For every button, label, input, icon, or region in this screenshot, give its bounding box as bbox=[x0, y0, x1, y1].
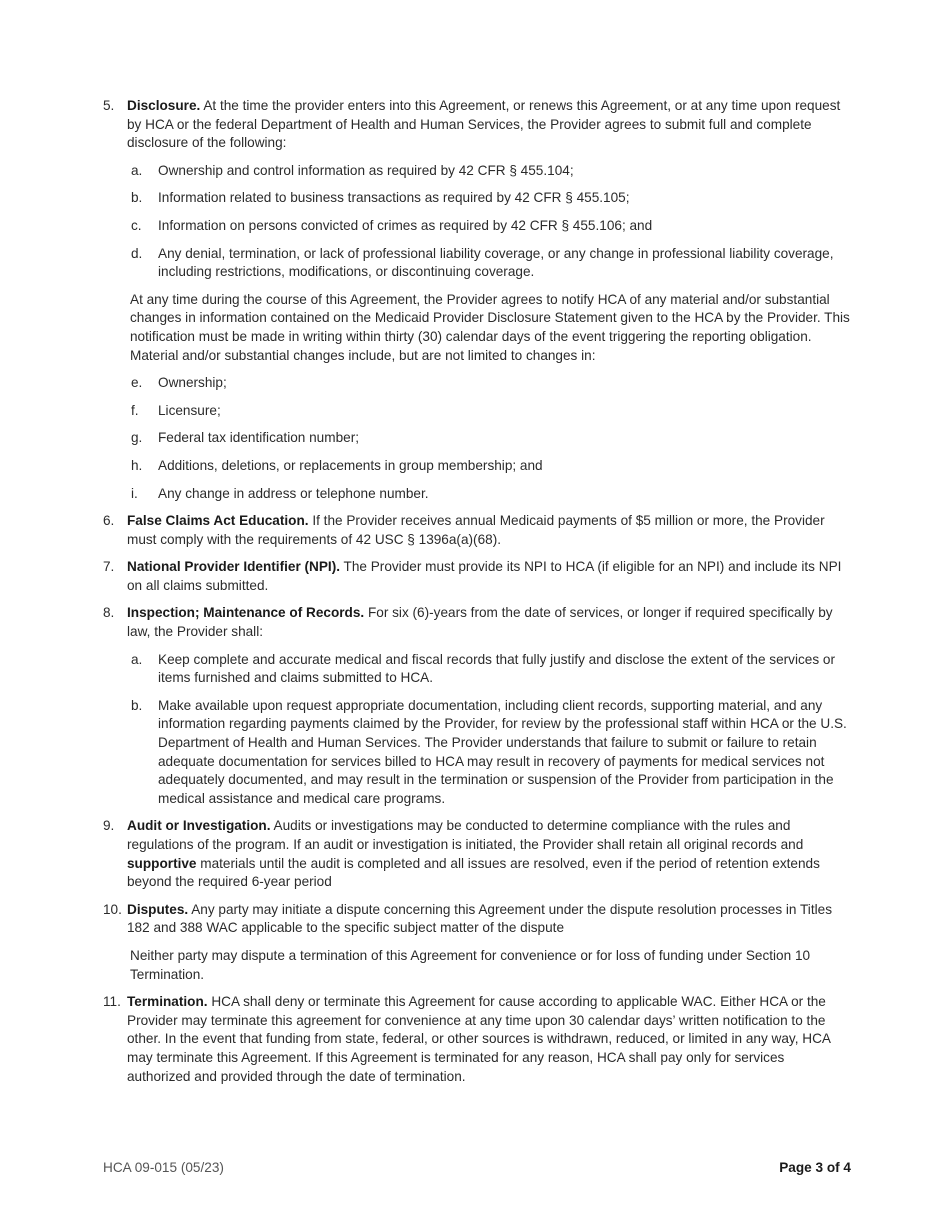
document-page bbox=[103, 97, 851, 1095]
sub-list bbox=[127, 162, 851, 282]
item-text: HCA shall deny or terminate this Agreement for cause according to applicable WAC. Either HCA or the Provider may terminate this agreement for convenience at any time upon 30 calendar days’ written notification to the other. In the event that funding from state, federal, or other sources is withdrawn, reduced, or limited in any way, HCA may terminate this Agreement. If this Agreement is terminated for any reason, HCA shall pay only for services authorized and provided through the date of termination. bbox=[127, 994, 831, 1084]
list-text: Ownership and control information as required by 42 CFR § 455.104; bbox=[158, 162, 574, 178]
list-item bbox=[127, 697, 851, 809]
list-item bbox=[127, 162, 851, 181]
sub-list bbox=[127, 374, 851, 503]
paragraph: At any time during the course of this Agreement, the Provider agrees to notify HCA of any material and/or substantial changes in information contained on the Medicaid Provider Disclosure Statement given to the HCA by the Provider. This notification must be made in writing within thirty (30) calendar days of the event triggering the reporting obligation. Material and/or substantial changes include, but are not limited to changes in: bbox=[130, 291, 850, 363]
item-number: 7. bbox=[103, 559, 115, 575]
paragraph: Neither party may dispute a termination of this Agreement for convenience or for loss of funding under Section 10 Termination. bbox=[130, 947, 811, 982]
list-letter: d. bbox=[131, 245, 143, 261]
section-npi bbox=[103, 558, 851, 595]
list-text: Any denial, termination, or lack of professional liability coverage, or any change in professional liability coverage, including restrictions, modifications, or discontinuing coverage. bbox=[158, 245, 834, 280]
item-title: Inspection; Maintenance of Records. bbox=[127, 605, 365, 621]
item-text: Audits or investigations may be conducted to determine compliance with the rules and regulations of the program. If an audit or investigation is initiated, the Provider shall retain all original records and bbox=[127, 818, 804, 852]
item-title: Disclosure. bbox=[127, 98, 201, 113]
list-letter: i. bbox=[131, 485, 138, 501]
bold-word: supportive bbox=[127, 855, 197, 871]
item-title: Audit or Investigation. bbox=[127, 818, 271, 834]
section-disclosure bbox=[103, 97, 851, 503]
page-number: Page 3 of 4 bbox=[779, 1160, 851, 1175]
list-item bbox=[127, 189, 851, 208]
list-letter: b. bbox=[131, 190, 143, 206]
list-letter: b. bbox=[131, 697, 143, 713]
item-text: The Provider must provide its NPI to HCA (if eligible for an NPI) and include its NPI on all claims submitted. bbox=[127, 559, 842, 593]
item-title: Termination. bbox=[127, 994, 208, 1010]
list-letter: a. bbox=[131, 162, 143, 178]
item-title: Disputes. bbox=[127, 901, 189, 917]
item-number: 5. bbox=[103, 98, 115, 113]
list-letter: c. bbox=[131, 217, 142, 233]
section-false-claims bbox=[103, 512, 851, 549]
list-text: Additions, deletions, or replacements in group membership; and bbox=[158, 457, 543, 473]
form-id: HCA 09-015 (05/23) bbox=[103, 1160, 224, 1175]
item-number: 10. bbox=[103, 901, 122, 917]
list-text: Make available upon request appropriate documentation, including client records, supporting material, and any information regarding payments claimed by the Provider, for review by the professional staff within HCA or the U.S. Department of Health and Human Services. The Provider understands that failure to submit or failure to retain adequate documentation for services billed to HCA may result in recovery of payments for medical services not adequately documented, and may result in the termination or suspension of the Provider from participation in the medical assistance and medical care programs. bbox=[158, 697, 847, 806]
item-text: At the time the provider enters into this Agreement, or renews this Agreement, or at any time upon request by HCA or the federal Department of Health and Human Services, the Provider agrees to submit full and complete disclosure of the following: bbox=[127, 98, 841, 151]
list-item bbox=[127, 402, 851, 421]
item-title: False Claims Act Education. bbox=[127, 513, 309, 529]
list-item bbox=[127, 651, 851, 688]
list-item bbox=[127, 374, 851, 393]
item-number: 11. bbox=[103, 994, 121, 1010]
list-text: Information related to business transactions as required by 42 CFR § 455.105; bbox=[158, 190, 630, 206]
list-text: Any change in address or telephone number. bbox=[158, 485, 429, 501]
list-letter: g. bbox=[131, 430, 143, 446]
section-disputes bbox=[103, 901, 851, 984]
item-text: Any party may initiate a dispute concerning this Agreement under the dispute resolution processes in Titles 182 and 388 WAC applicable to the specific subject matter of the dispute bbox=[127, 901, 832, 936]
list-text: Federal tax identification number; bbox=[158, 430, 359, 446]
item-text: For six (6)-years from the date of services, or longer if required specifically by law, the Provider shall: bbox=[127, 605, 833, 640]
item-title: National Provider Identifier (NPI). bbox=[127, 559, 340, 575]
list-item bbox=[127, 245, 851, 282]
list-text: Keep complete and accurate medical and fiscal records that fully justify and disclose the extent of the services or items furnished and claims submitted to HCA. bbox=[158, 651, 836, 686]
list-letter: e. bbox=[131, 375, 143, 391]
item-number: 6. bbox=[103, 513, 115, 529]
item-number: 9. bbox=[103, 818, 115, 834]
section-records bbox=[103, 604, 851, 808]
list-item bbox=[127, 457, 851, 476]
section-audit bbox=[103, 817, 851, 891]
section-termination bbox=[103, 993, 851, 1086]
item-text: materials until the audit is completed and all issues are resolved, even if the period of retention extends beyond the required 6-year period bbox=[127, 855, 820, 890]
item-text: If the Provider receives annual Medicaid payments of $5 million or more, the Provider must comply with the requirements of 42 USC § 1396a(a)(68). bbox=[127, 513, 825, 547]
list-item bbox=[127, 429, 851, 448]
list-item bbox=[127, 485, 851, 504]
list-letter: h. bbox=[131, 457, 143, 473]
list-letter: f. bbox=[131, 402, 139, 418]
sub-list bbox=[127, 651, 851, 809]
list-text: Ownership; bbox=[158, 375, 227, 391]
item-number: 8. bbox=[103, 605, 115, 621]
list-text: Licensure; bbox=[158, 402, 221, 418]
list-text: Information on persons convicted of crimes as required by 42 CFR § 455.106; and bbox=[158, 217, 653, 233]
list-letter: a. bbox=[131, 651, 143, 667]
list-item bbox=[127, 217, 851, 236]
